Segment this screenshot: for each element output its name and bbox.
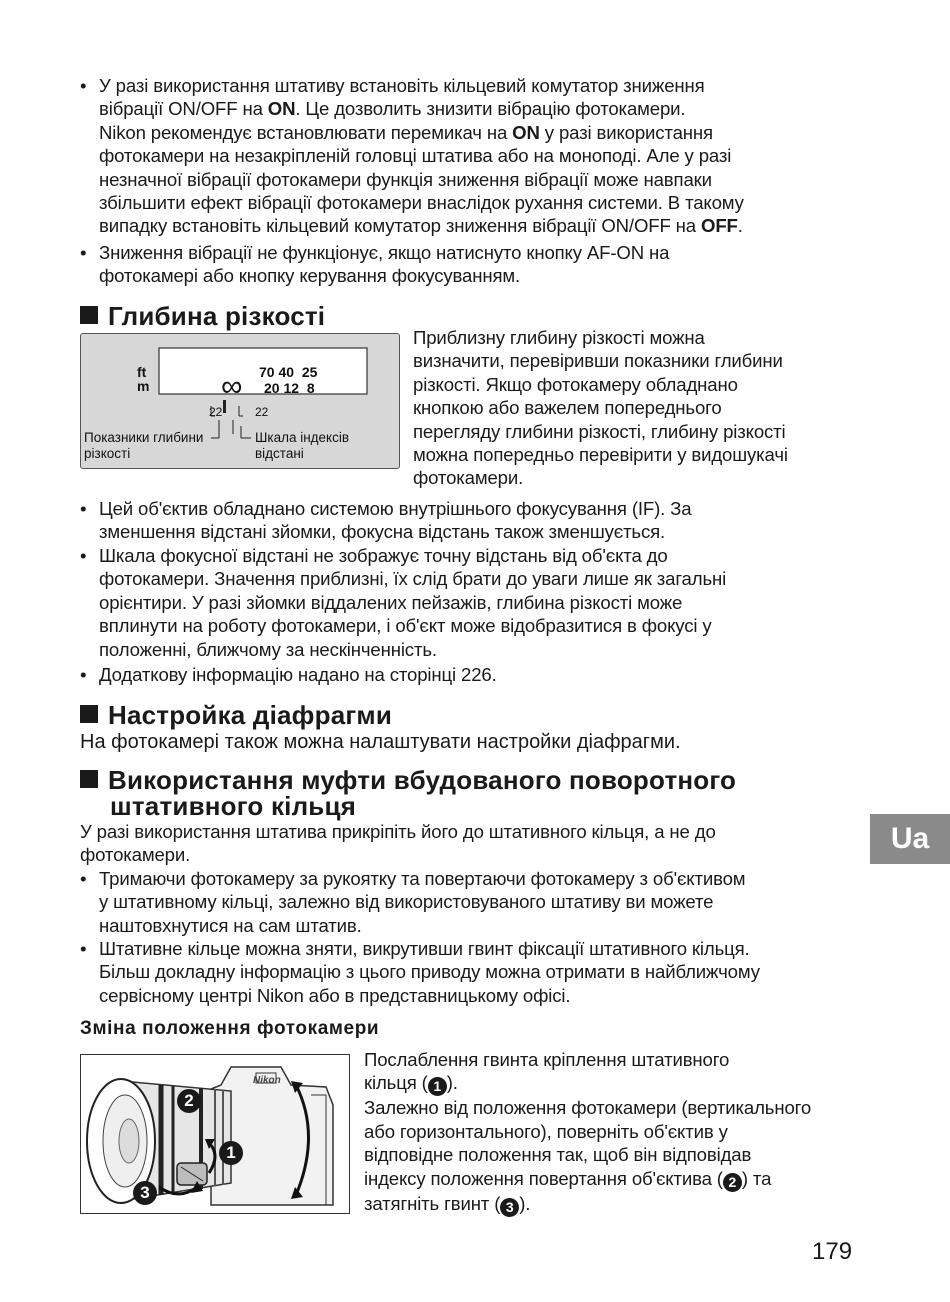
index-left-22: 22 (209, 405, 223, 419)
tripod-heading: Використання муфти вбудованого поворотного штативного кільця (80, 767, 840, 819)
heading-square-icon (80, 705, 98, 723)
dof-figure (80, 333, 400, 469)
bullet-text: Штативне кільце можна зняти, викрутивши гвинт фіксації штативного кільця. Більш докладну інформацію з цього приводу можна отримати в найближчому сервісному центрі Nikon або в представницькому офісі. (99, 938, 760, 1006)
bullet-icon: • (80, 938, 87, 959)
brand-logo: Nikon (253, 1075, 281, 1086)
position-instructions: Послаблення гвинта кріплення штативного кільця ( 1 ). Залежно від положення фотокамери (вертикального або горизонтального), поверніть об'єктив у відповідне положення так, щоб він відповідав індексу положення повертання об'єктива ( 2 ) та затягніть гвинт ( 3 ). (364, 1049, 812, 1215)
meter-scale: 20 12 8 (264, 380, 315, 396)
step-2-marker: 2 (177, 1089, 201, 1113)
aperture-text: На фотокамері також можна налаштувати настройки діафрагми. (80, 731, 681, 753)
language-tab: Ua (870, 814, 950, 864)
vr-af-on-bullet (80, 241, 850, 288)
bullet-icon: • (80, 664, 87, 685)
feet-scale: 70 40 25 (259, 364, 318, 380)
tripod-removal-bullet (80, 937, 860, 1007)
if-bullet (80, 497, 850, 544)
heading-square-icon (80, 770, 98, 788)
step-3-marker: 3 (133, 1181, 157, 1205)
bullet-icon: • (80, 868, 87, 889)
bullet-text: Зниження вібрації не функціонує, якщо натиснуто кнопку AF-ON на фотокамері або кнопку керування фокусуванням. (99, 242, 670, 287)
tripod-grip-bullet (80, 867, 850, 937)
bullet-icon: • (80, 75, 87, 96)
lens-rotation-figure (80, 1054, 350, 1214)
tripod-text: У разі використання штатива прикріпіть його до штативного кільця, а не до фотокамери. (80, 821, 716, 866)
dof-indicator-label: Показники глибини різкості (84, 430, 204, 461)
step-1-marker: 1 (219, 1141, 243, 1165)
more-info-bullet (80, 663, 850, 686)
heading-square-icon (80, 306, 98, 324)
bullet-text: Цей об'єктив обладнано системою внутрішнього фокусування (IF). За зменшення відстані зйомки, фокусна відстань також зменшується. (99, 498, 692, 543)
unit-m-label: m (137, 378, 150, 394)
focus-scale-bullet (80, 544, 850, 661)
unit-ft-label: ft (137, 364, 147, 380)
vr-tripod-bullet (80, 74, 850, 238)
dof-heading: Глибина різкості (80, 303, 325, 329)
infinity-mark: ∞ (221, 370, 243, 403)
bullet-icon: • (80, 498, 87, 519)
bullet-icon: • (80, 242, 87, 263)
page-number: 179 (812, 1238, 853, 1265)
dof-description: Приблизну глибину різкості можна визначити, перевіривши показники глибини різкості. Якщо фотокамеру обладнано кнопкою або важелем попереднього перегляду глибини різкості, глибину різкості можна попередньо перевірити у видошукачі фотокамери. (413, 327, 788, 489)
bullet-text: Додаткову інформацію надано на сторінці 226. (99, 664, 497, 685)
position-heading: Зміна положення фотокамери (80, 1018, 380, 1039)
bullet-text: Тримаючи фотокамеру за рукоятку та повертаючи фотокамеру з об'єктивом у штативному кільці, залежно від використовуваного штативу ви можете наштовхнутися на сам штатив. (99, 868, 746, 936)
aperture-heading: Настройка діафрагми (80, 702, 392, 728)
bullet-text: У разі використання штативу встановіть кільцевий комутатор зниження вібрації ON/OFF на ON. Це дозволить знизити вібрацію фотокамери. Nikon рекомендує встановлювати перемикач на ON у разі використання фотокамери на незакріпленій головці штатива або на моноподі. Але у разі незначної вібрації фотокамери функція зниження вібрації може навпаки збільшити ефект вібрації фотокамери внаслідок рухання системи. В такому випадку встановіть кільцевий комутатор зниження вібрації ON/OFF на OFF. (99, 75, 744, 237)
bullet-icon: • (80, 545, 87, 566)
camera-lens-illustration (81, 1055, 349, 1213)
distance-index-label: Шкала індексів відстані (255, 430, 350, 461)
index-right-22: 22 (255, 405, 269, 419)
bullet-text: Шкала фокусної відстані не зображує точну відстань від об'єкта до фотокамери. Значення приблизні, їх слід брати до уваги лише як загальні орієнтири. У разі зйомки віддалених пейзажів, глибина різкості може вплинути на роботу фотокамери, і об'єкт може відобразитися в фокусі у положенні, ближчому за нескінченність. (99, 545, 727, 660)
